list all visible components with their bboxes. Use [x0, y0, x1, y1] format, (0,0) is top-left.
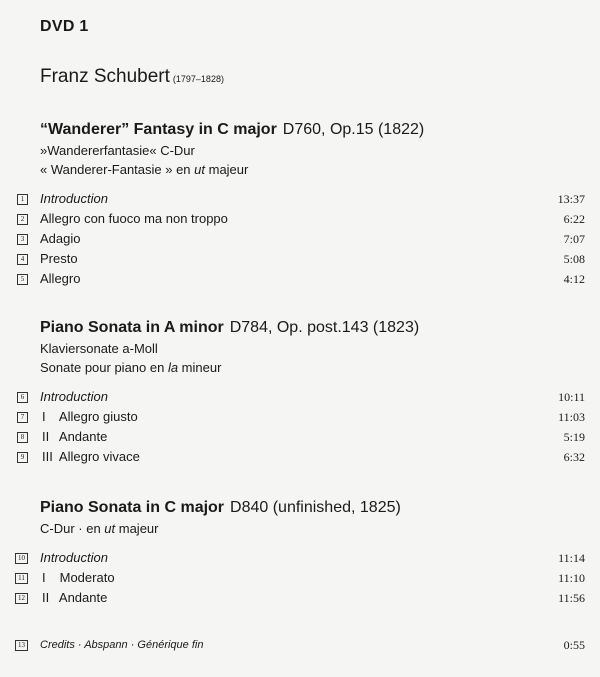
track-title: II Andante [40, 427, 107, 447]
track-row[interactable] [18, 588, 585, 608]
movement-numeral: I [42, 409, 46, 424]
track-title: Presto [40, 251, 78, 266]
track-row[interactable] [20, 447, 585, 467]
composer-dates: (1797–1828) [172, 74, 224, 84]
track-duration: 4:12 [563, 272, 585, 286]
track-number: 1 [17, 194, 28, 205]
track-title: II Andante [40, 588, 107, 608]
work-catalog: D784, Op. post.143 (1823) [229, 319, 420, 336]
composer-name: Franz Schubert [40, 66, 170, 87]
track-title: Allegro [40, 271, 81, 286]
work-title [40, 317, 585, 339]
track-list [20, 189, 585, 289]
track-list [20, 387, 585, 467]
track-duration: 11:03 [558, 410, 585, 424]
track-row[interactable] [20, 249, 585, 269]
work-subtitle-fr: Sonate pour piano en la mineur [40, 360, 222, 375]
track-number: 10 [15, 553, 28, 564]
track-number: 7 [17, 412, 28, 423]
track-title: Allegro con fuoco ma non troppo [40, 211, 228, 226]
work-sonata-a-minor [20, 317, 585, 467]
work-catalog: D760, Op.15 (1822) [282, 121, 425, 138]
track-duration: 11:10 [558, 571, 585, 585]
track-duration: 7:07 [563, 232, 585, 246]
track-number: 5 [17, 274, 28, 285]
track-number: 9 [17, 452, 28, 463]
work-subtitle-de: Klaviersonate a-Moll [40, 341, 158, 356]
track-row[interactable] [20, 407, 585, 427]
track-duration: 5:08 [563, 252, 585, 266]
track-row[interactable] [18, 548, 585, 568]
credits-row[interactable] [18, 635, 585, 655]
track-title: Introduction [40, 389, 108, 404]
track-row[interactable] [20, 189, 585, 209]
track-number: 13 [15, 640, 28, 651]
movement-numeral: II [42, 429, 50, 444]
track-row[interactable] [20, 229, 585, 249]
movement-numeral: III [42, 449, 53, 464]
track-duration: 10:11 [558, 390, 585, 404]
dvd-label: DVD 1 [40, 18, 89, 35]
work-subtitle-fr: « Wanderer-Fantasie » en ut majeur [40, 162, 249, 177]
track-title: III Allegro vivace [40, 447, 140, 467]
work-title-text: Piano Sonata in A minor [40, 319, 224, 336]
work-subtitle-de: »Wandererfantasie« C-Dur [40, 143, 195, 158]
track-list [18, 548, 585, 608]
movement-numeral: II [42, 590, 50, 605]
track-title: Introduction [40, 550, 108, 565]
track-duration: 5:19 [563, 430, 585, 444]
track-duration: 0:55 [563, 638, 585, 652]
work-title-text: Piano Sonata in C major [40, 499, 225, 516]
track-number: 6 [17, 392, 28, 403]
credits-title: Credits · Abspann · Générique fin [40, 639, 204, 651]
track-title: Adagio [40, 231, 81, 246]
work-title-text: “Wanderer” Fantasy in C major [40, 121, 277, 138]
track-duration: 11:14 [558, 551, 585, 565]
track-number: 3 [17, 234, 28, 245]
work-title [40, 119, 585, 141]
work-sonata-c-major [18, 497, 585, 608]
track-number: 8 [17, 432, 28, 443]
track-number: 2 [17, 214, 28, 225]
track-duration: 6:22 [563, 212, 585, 226]
movement-numeral: I [42, 570, 46, 585]
track-row[interactable] [20, 427, 585, 447]
track-number: 4 [17, 254, 28, 265]
track-duration: 11:56 [558, 591, 585, 605]
work-wanderer-fantasy [20, 119, 585, 289]
work-catalog: D840 (unfinished, 1825) [230, 499, 401, 516]
track-title: I Moderato [40, 568, 115, 588]
track-row[interactable] [20, 209, 585, 229]
track-row[interactable] [20, 269, 585, 289]
track-duration: 13:37 [557, 192, 585, 206]
track-row[interactable] [20, 387, 585, 407]
track-row[interactable] [18, 568, 585, 588]
track-number: 11 [15, 573, 28, 584]
work-subtitle: C-Dur · en ut majeur [40, 521, 159, 536]
work-title [40, 497, 585, 519]
track-duration: 6:32 [563, 450, 585, 464]
track-title: Introduction [40, 191, 108, 206]
composer-heading [40, 66, 224, 88]
track-title: I Allegro giusto [40, 407, 138, 427]
track-number: 12 [15, 593, 28, 604]
